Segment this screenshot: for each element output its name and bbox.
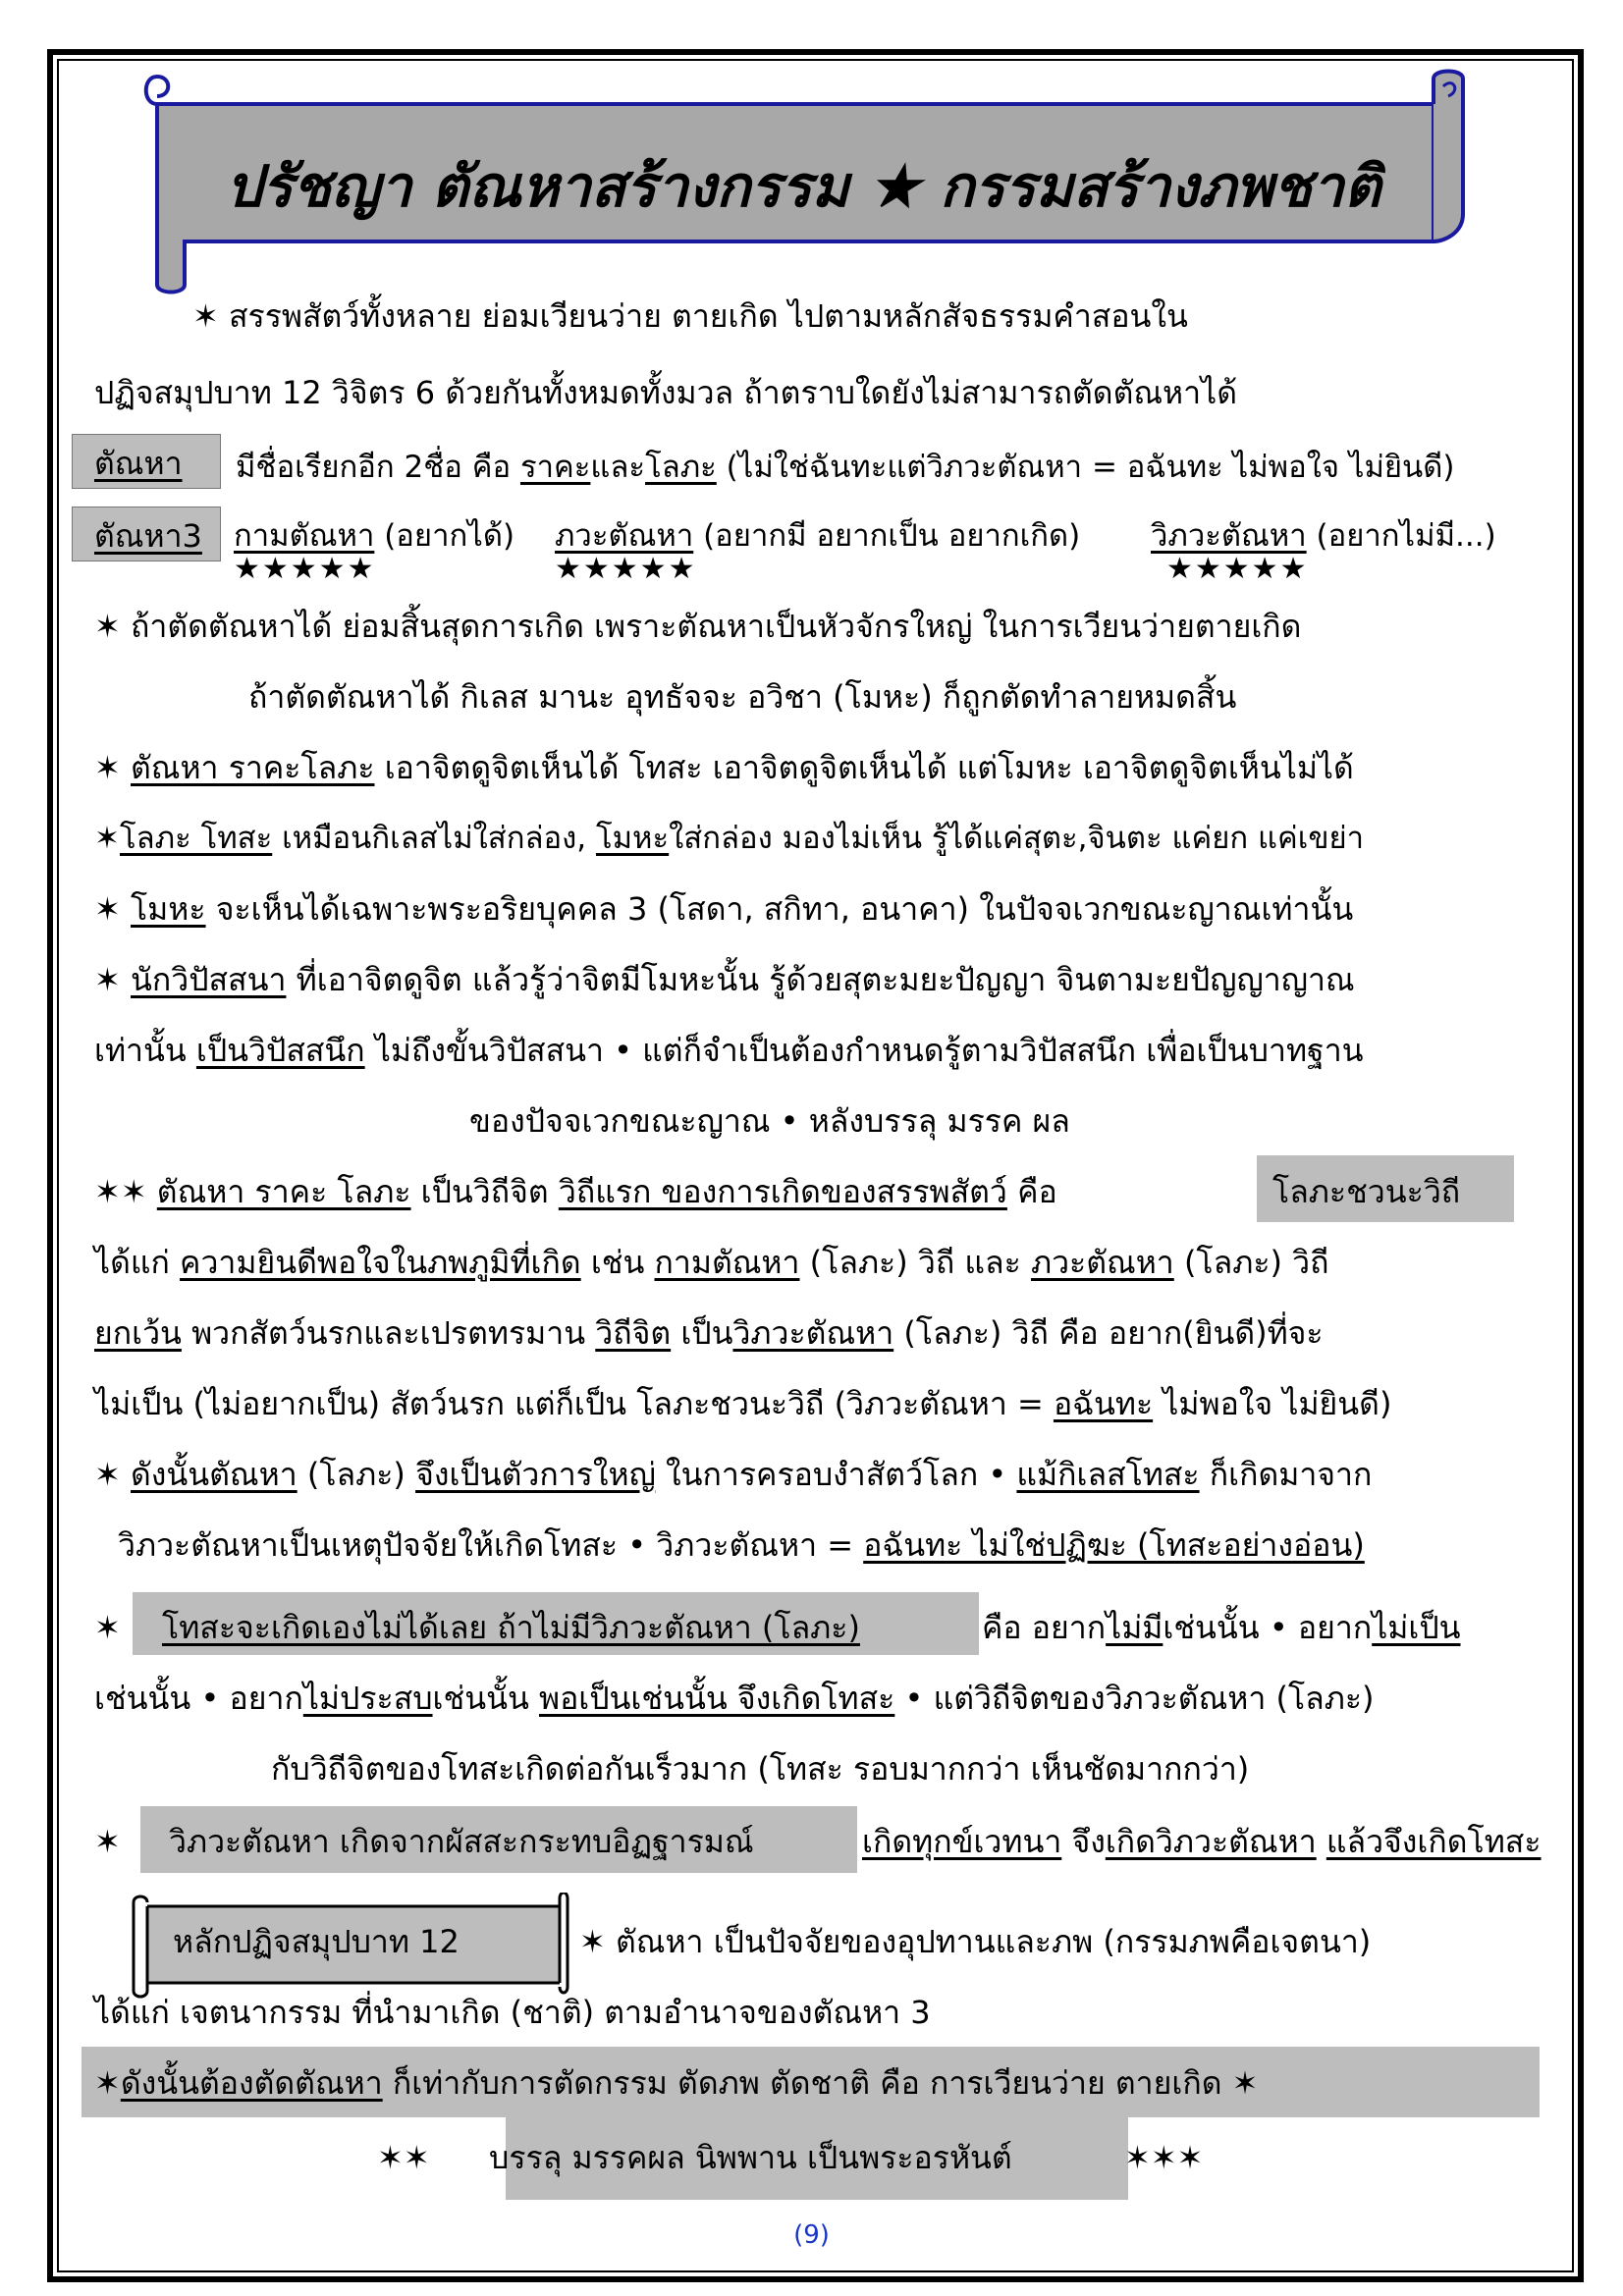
law-line-2: ได้แก่ เจตนากรรม ที่นำมาเกิด (ชาติ) ตามอำนาจของตัณหา 3 bbox=[94, 1994, 931, 2031]
law-line-1 bbox=[579, 1922, 1371, 1961]
tanha-text-2: (ไม่ใช่ฉันทะแต่วิภวะตัณหา = อฉันทะ ไม่พอใจ ไม่ยินดี) bbox=[716, 450, 1455, 485]
first-line-4 bbox=[94, 1384, 1391, 1423]
main-line-2 bbox=[118, 1525, 1365, 1565]
first-l3-u3: วิภวะตัณหา bbox=[732, 1314, 894, 1352]
vip-text-2: เท่านั้น bbox=[94, 1032, 196, 1069]
contact-star: ✶ bbox=[94, 1823, 121, 1860]
main-t2: ในการครอบงำสัตว์โลก • bbox=[655, 1456, 1017, 1493]
dosa-l2-u2: พอเป็นเช่นนั้น จึงเกิดโทสะ bbox=[538, 1680, 895, 1717]
cut-text-1: ถ้าตัดตัณหาได้ ย่อมสิ้นสุดการเกิด เพราะตัณหาเป็นหัวจักรใหญ่ ในการเวียนว่ายตายเกิด bbox=[130, 608, 1302, 645]
final-u: ดังนั้นต้องตัดตัณหา bbox=[120, 2064, 383, 2102]
dosa-u2: ไม่เป็น bbox=[1372, 1609, 1461, 1646]
intro-text-1: สรรพสัตว์ทั้งหลาย ย่อมเวียนว่าย ตายเกิด ไปตามหลักสัจธรรมคำสอนใน bbox=[228, 297, 1188, 335]
star-icon: ✶ bbox=[94, 821, 120, 856]
kama-stars: ★★★★★ bbox=[234, 552, 376, 586]
law-scroll-text: หลักปฏิจสมุปบาท 12 bbox=[173, 1923, 460, 1960]
first-l3-u2: วิถีจิต bbox=[595, 1314, 672, 1352]
first-l2-b: เช่น bbox=[580, 1244, 655, 1281]
first-l2-c: (โลภะ) วิถี และ bbox=[799, 1244, 1031, 1281]
contact-line bbox=[862, 1822, 1542, 1861]
first-line-2 bbox=[94, 1243, 1329, 1282]
tanha-line bbox=[236, 448, 1454, 487]
main-u3: แม้กิเลสโทสะ bbox=[1016, 1456, 1200, 1493]
final-line-1 bbox=[94, 2063, 1258, 2103]
star-icon: ✶ bbox=[1231, 2064, 1259, 2102]
see-term: ตัณหา ราคะโลภะ bbox=[130, 749, 375, 786]
moha-term: โมหะ bbox=[130, 890, 206, 928]
dosa-line-1 bbox=[982, 1608, 1461, 1647]
page-title: ปรัชญา ตัณหาสร้างกรรม ★ กรรมสร้างภพชาติ bbox=[226, 153, 1381, 220]
tanha3-tag: ตัณหา3 bbox=[94, 517, 202, 555]
first-l4-b: ไม่พอใจ ไม่ยินดี) bbox=[1153, 1385, 1392, 1422]
first-term-1: ตัณหา ราคะ โลภะ bbox=[156, 1173, 411, 1210]
star-icon: ✶ bbox=[192, 297, 219, 335]
dosa-line-2 bbox=[94, 1679, 1375, 1718]
first-line-3 bbox=[94, 1313, 1324, 1353]
dosa-l2-c: • แต่วิถีจิตของวิภวะตัณหา (โลภะ) bbox=[894, 1680, 1375, 1717]
box-line bbox=[94, 819, 1364, 858]
first-l2-u2: กามตัณหา bbox=[654, 1244, 800, 1281]
main-u1: ดังนั้นตัณหา bbox=[130, 1456, 298, 1493]
kama-term: กามตัณหา bbox=[234, 518, 375, 554]
contact-t2 bbox=[1317, 1823, 1326, 1860]
main-l2-u: อฉันทะ ไม่ใช่ปฏิฆะ (โทสะอย่างอ่อน) bbox=[863, 1526, 1365, 1564]
first-l2-u1: ความยินดีพอใจในภพภูมิที่เกิด bbox=[180, 1244, 581, 1281]
tanha-tag: ตัณหา bbox=[94, 445, 183, 482]
first-l3-c: (โลภะ) วิถี คือ อยาก(ยินดี)ที่จะ bbox=[893, 1314, 1324, 1352]
vip-line-1 bbox=[94, 960, 1355, 999]
main-l2-a: วิภวะตัณหาเป็นเหตุปัจจัยให้เกิดโทสะ • วิภวะตัณหา = bbox=[118, 1526, 864, 1564]
vibhava-desc: (อยากไม่มี...) bbox=[1306, 518, 1496, 554]
vip-text-1: ที่เอาจิตดูจิต แล้วรู้ว่าจิตมีโมหะนั้น รู้ด้วยสุตะมยะปัญญา จินตามะยปัญญาญาณ bbox=[286, 961, 1355, 998]
star-icon: ✶ bbox=[94, 749, 121, 786]
bhava-desc: (อยากมี อยากเป็น อยากเกิด) bbox=[693, 518, 1081, 554]
bhava-term: ภวะตัณหา bbox=[555, 518, 694, 554]
dosa-l2-a: เช่นนั้น • อยาก bbox=[94, 1680, 303, 1717]
main-t3: ก็เกิดมาจาก bbox=[1199, 1456, 1373, 1493]
dosa-t2: เช่นนั้น • อยาก bbox=[1163, 1609, 1373, 1646]
first-l2-d: (โลภะ) วิถี bbox=[1173, 1244, 1329, 1281]
first-text-1: เป็นวิถีจิต bbox=[410, 1173, 559, 1210]
lobha-term: โลภะ bbox=[645, 450, 717, 485]
lobha-javana-text: โลภะชวนะวิถี bbox=[1272, 1173, 1461, 1210]
law-t1: ตัณหา เป็นปัจจัยของอุปทานและภพ (กรรมภพคือเจตนา) bbox=[615, 1923, 1372, 1960]
see-line bbox=[94, 748, 1354, 787]
star-icon: ✶ bbox=[94, 890, 121, 928]
cut-line-1 bbox=[94, 607, 1301, 646]
bhava-stars: ★★★★★ bbox=[555, 552, 697, 586]
contact-t1: จึง bbox=[1061, 1823, 1106, 1860]
kama-desc: (อยากได้) bbox=[374, 518, 515, 554]
tanha-text-1: มีชื่อเรียกอีก 2ชื่อ คือ bbox=[236, 450, 520, 485]
first-term-2: วิถีแรก ของการเกิดของสรรพสัตว์ bbox=[558, 1173, 1007, 1210]
raga-term: ราคะ bbox=[519, 450, 591, 485]
star-icon: ✶ bbox=[94, 961, 121, 998]
main-t1: (โลภะ) bbox=[297, 1456, 416, 1493]
box-text-1: เหมือนกิเลสไม่ใส่กล่อง, bbox=[272, 821, 596, 856]
cut-line-2: ถ้าตัดตัณหาได้ กิเลส มานะ อุทธัจจะ อวิชา (โมหะ) ก็ถูกตัดทำลายหมดสิ้น bbox=[248, 678, 1237, 716]
see-text: เอาจิตดูจิตเห็นได้ โทสะ เอาจิตดูจิตเห็นได้ แต่โมหะ เอาจิตดูจิตเห็นไม่ได้ bbox=[374, 749, 1354, 786]
vip-text-3: ไม่ถึงขั้นวิปัสสนา • แต่ก็จำเป็นต้องกำหนดรู้ตามวิปัสสนึก เพื่อเป็นบาทฐาน bbox=[364, 1032, 1364, 1069]
first-l2-u3: ภวะตัณหา bbox=[1030, 1244, 1174, 1281]
first-l4-u: อฉันทะ bbox=[1053, 1385, 1154, 1422]
dosa-l2-b: เช่นนั้น bbox=[432, 1680, 539, 1717]
dosa-u1: ไม่มี bbox=[1106, 1609, 1163, 1646]
final-stars-left: ✶✶ bbox=[377, 2139, 430, 2176]
intro-line-1 bbox=[192, 296, 1188, 336]
first-l4-a: ไม่เป็น (ไม่อยากเป็น) สัตว์นรก แต่ก็เป็น โลภะชวนะวิถี (วิภวะตัณหา = bbox=[94, 1385, 1054, 1422]
final-line-2: บรรลุ มรรคผล นิพพาน เป็นพระอรหันต์ bbox=[489, 2139, 1012, 2176]
vip-line-2 bbox=[94, 1031, 1364, 1070]
box-text-2: ใส่กล่อง มองไม่เห็น รู้ได้แค่สุตะ,จินตะ แค่ยก แค่เขย่า bbox=[669, 821, 1365, 856]
vip-term-2: เป็นวิปัสสนึก bbox=[195, 1032, 365, 1069]
dosa-line-3: กับวิถีจิตของโทสะเกิดต่อกันเร็วมาก (โทสะ รอบมากกว่า เห็นชัดมากกว่า) bbox=[271, 1750, 1250, 1788]
dosa-l2-u1: ไม่ประสบ bbox=[302, 1680, 433, 1717]
contact-u2: เกิดวิภวะตัณหา bbox=[1105, 1823, 1317, 1860]
first-line-1 bbox=[94, 1172, 1057, 1211]
dosa-star: ✶ bbox=[94, 1609, 121, 1646]
contact-u3: แล้วจึงเกิดโทสะ bbox=[1325, 1823, 1542, 1860]
page-number: (9) bbox=[793, 2220, 830, 2250]
main-u2: จึงเป็นตัวการใหญ่ bbox=[415, 1456, 656, 1493]
box-term-2: โมหะ bbox=[595, 821, 670, 856]
vip-term-1: นักวิปัสสนา bbox=[130, 961, 287, 998]
contact-u1: เกิดทุกข์เวทนา bbox=[862, 1823, 1062, 1860]
dosa-t1: คือ อยาก bbox=[982, 1609, 1107, 1646]
vibhava-term: วิภวะตัณหา bbox=[1151, 518, 1307, 554]
main-line-1 bbox=[94, 1455, 1372, 1494]
first-l3-b: เป็น bbox=[671, 1314, 733, 1352]
contact-box-text: วิภวะตัณหา เกิดจากผัสสะกระทบอิฏฐารมณ์ bbox=[169, 1823, 754, 1860]
star-icon: ✶ bbox=[94, 2064, 121, 2102]
final-t: ก็เท่ากับการตัดกรรม ตัดภพ ตัดชาติ คือ การเวียนว่าย ตายเกิด bbox=[382, 2064, 1222, 2102]
star-icon: ✶ bbox=[94, 608, 121, 645]
vibhava-stars: ★★★★★ bbox=[1166, 552, 1309, 586]
first-l3-a: พวกสัตว์นรกและเปรตทรมาน bbox=[181, 1314, 596, 1352]
tanha-and: และ bbox=[590, 450, 646, 485]
double-star-icon: ✶✶ bbox=[94, 1173, 147, 1210]
first-l2-a: ได้แก่ bbox=[94, 1244, 181, 1281]
final-stars-right: ✶✶✶ bbox=[1124, 2139, 1204, 2176]
box-term-1: โลภะ โทสะ bbox=[119, 821, 273, 856]
moha-text: จะเห็นได้เฉพาะพระอริยบุคคล 3 (โสดา, สกิทา, อนาคา) ในปัจจเวกขณะญาณเท่านั้น bbox=[205, 890, 1354, 928]
vip-line-3: ของปัจจเวกขณะญาณ • หลังบรรลุ มรรค ผล bbox=[469, 1102, 1070, 1140]
first-text-2: คือ bbox=[1006, 1173, 1057, 1210]
intro-line-2: ปฏิจสมุปบาท 12 วิจิตร 6 ด้วยกันทั้งหมดทั้งมวล ถ้าตราบใดยังไม่สามารถตัดตัณหาได้ bbox=[94, 374, 1237, 411]
star-icon: ✶ bbox=[579, 1923, 606, 1960]
dosa-box-text: โทสะจะเกิดเองไม่ได้เลย ถ้าไม่มีวิภวะตัณหา (โลภะ) bbox=[162, 1609, 860, 1646]
star-icon: ✶ bbox=[94, 1456, 121, 1493]
first-l3-u1: ยกเว้น bbox=[94, 1314, 182, 1352]
moha-line bbox=[94, 889, 1353, 929]
